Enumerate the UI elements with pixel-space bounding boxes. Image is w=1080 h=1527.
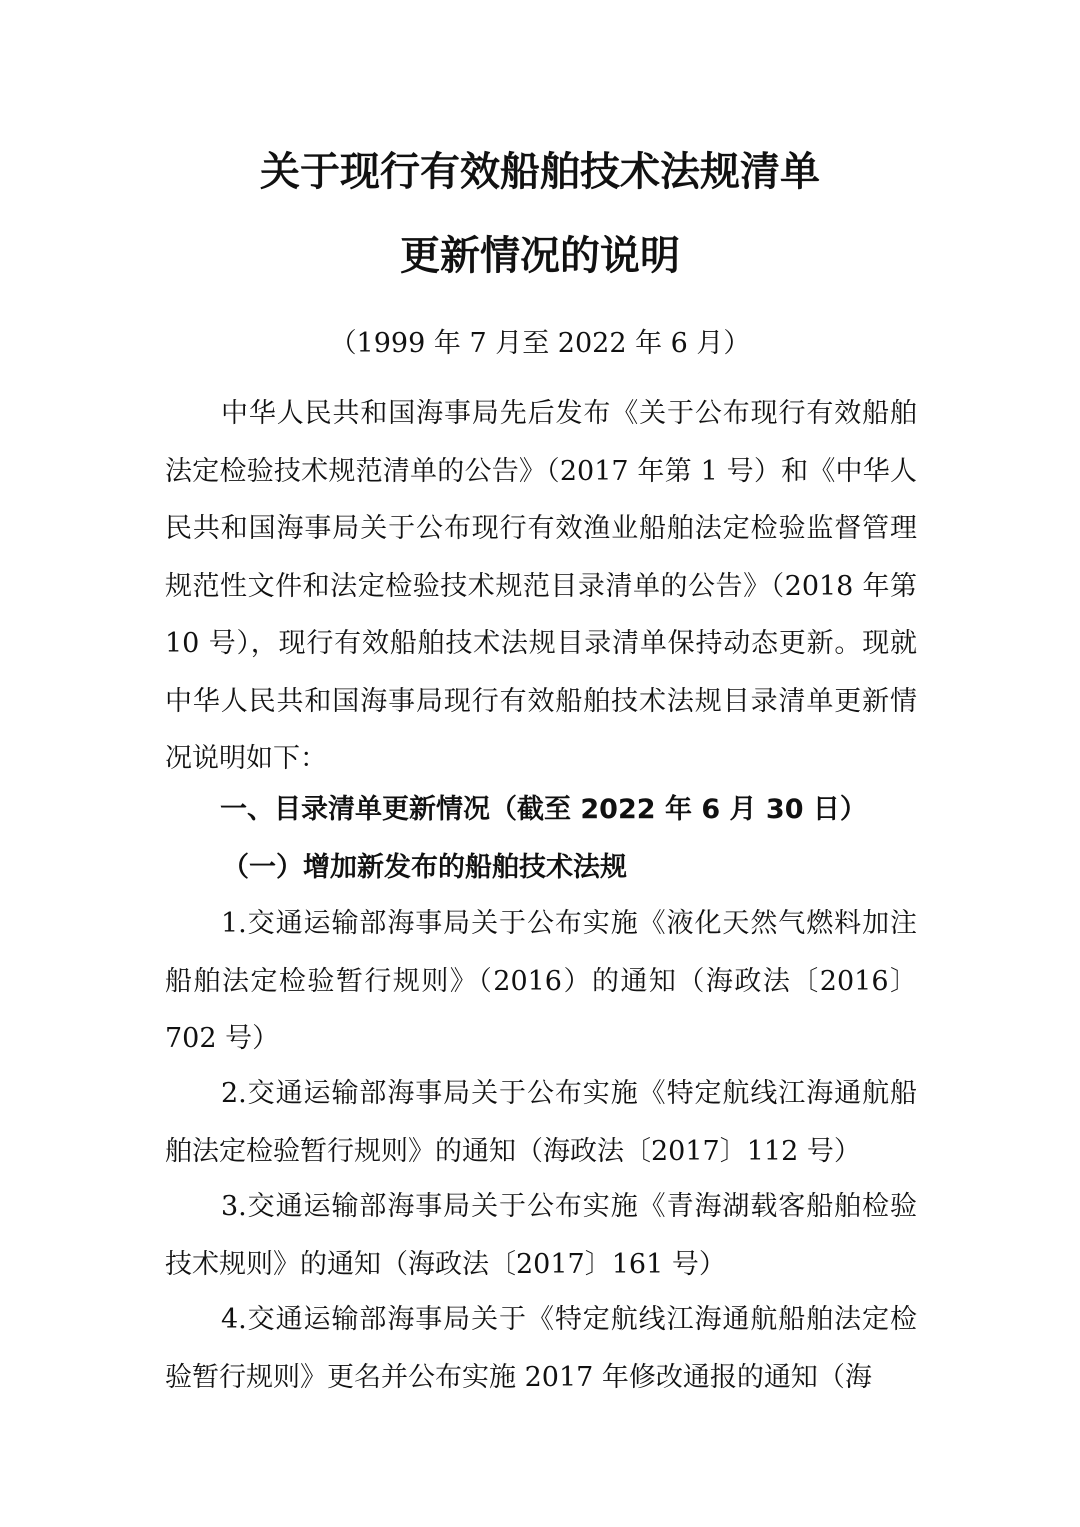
document-title-line-1: 关于现行有效船舶技术法规清单 (260, 149, 820, 195)
list-item: 2.交通运输部海事局关于公布实施《特定航线江海通航船舶法定检验暂行规则》的通知（海政法〔2017〕112 号） (165, 1078, 917, 1167)
intro-paragraph: 中华人民共和国海事局先后发布《关于公布现行有效船舶法定检验技术规范清单的公告》（2017 年第 1 号）和《中华人民共和国海事局关于公布现行有效渔业船舶法定检验监督管理规范性文件和法定检验技术规范目录清单的公告》（2018 年第 10 号），现行有效船舶技术法规目录清单保持动态更新。现就中华人民共和国海事局现行有效船舶技术法规目录清单更新情况说明如下： (165, 398, 917, 774)
document-title-line-2: 更新情况的说明 (400, 233, 680, 279)
date-range-subtitle: （1999 年 7 月至 2022 年 6 月） (329, 328, 751, 359)
section-heading: 一、目录清单更新情况（截至 2022 年 6 月 30 日） (220, 794, 867, 825)
list-item: 1.交通运输部海事局关于公布实施《液化天然气燃料加注船舶法定检验暂行规则》（2016）的通知（海政法〔2016〕702 号） (165, 908, 917, 1054)
list-item: 4.交通运输部海事局关于《特定航线江海通航船舶法定检验暂行规则》更名并公布实施 2017 年修改通报的通知（海 (165, 1304, 917, 1393)
list-item: 3.交通运输部海事局关于公布实施《青海湖载客船舶检验技术规则》的通知（海政法〔2017〕161 号） (165, 1191, 917, 1280)
subsection-heading: （一）增加新发布的船舶技术法规 (222, 852, 627, 883)
